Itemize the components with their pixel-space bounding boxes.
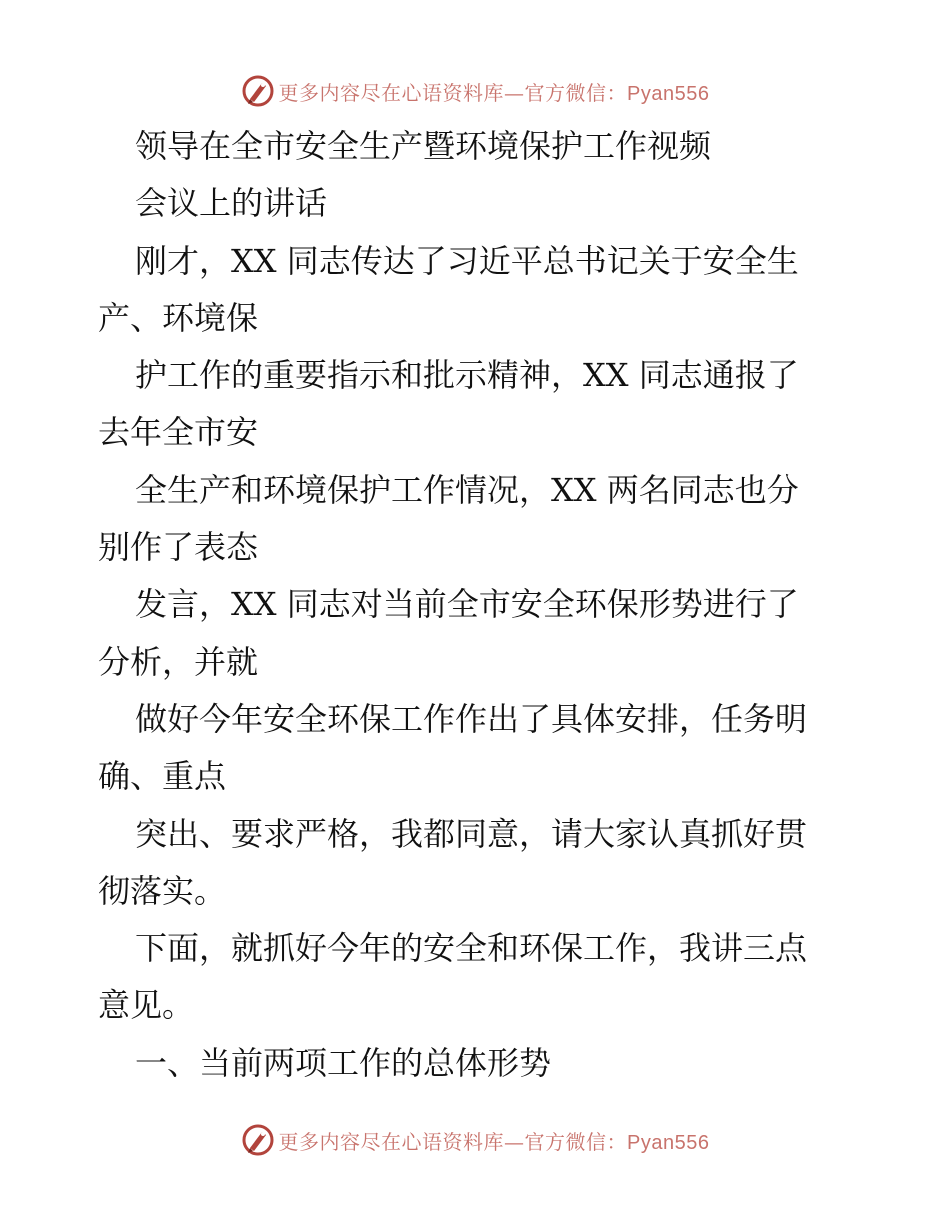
doc-line: 别作了表态 — [98, 528, 259, 567]
doc-line: 发言，XX 同志对当前全市安全环保形势进行了 — [135, 585, 799, 624]
doc-line: 全生产和环境保护工作情况，XX 两名同志也分 — [135, 470, 799, 509]
doc-line: 下面，就抓好今年的安全和环保工作，我讲三点 — [135, 929, 808, 968]
watermark-header — [0, 71, 950, 111]
doc-line: 护工作的重要指示和批示精神，XX 同志通报了 — [135, 356, 799, 395]
doc-line: 彻落实。 — [98, 871, 227, 910]
doc-line: 会议上的讲话 — [135, 184, 328, 223]
watermark-handle: Pyan556 — [627, 82, 710, 105]
pen-logo-icon — [241, 1123, 275, 1157]
doc-line: 突出、要求严格，我都同意，请大家认真抓好贯 — [135, 814, 808, 853]
watermark-footer — [0, 1120, 950, 1160]
pen-logo-icon — [241, 74, 275, 108]
document-body — [98, 118, 858, 1092]
watermark-text: 更多内容尽在心语资料库—官方微信： — [278, 1129, 628, 1154]
doc-line: 分析，并就 — [98, 642, 259, 681]
doc-line: 领导在全市安全生产暨环境保护工作视频 — [135, 127, 712, 165]
doc-line: 产、环境保 — [98, 298, 259, 337]
doc-line: 意见。 — [98, 986, 195, 1025]
doc-line: 一、当前两项工作的总体形势 — [135, 1043, 552, 1082]
doc-line: 去年全市安 — [98, 413, 259, 452]
doc-line: 刚才，XX 同志传达了习近平总书记关于安全生 — [135, 241, 799, 280]
watermark-handle: Pyan556 — [627, 1131, 710, 1154]
doc-line: 做好今年安全环保工作作出了具体安排，任务明 — [135, 699, 808, 738]
doc-line: 确、重点 — [98, 757, 227, 796]
watermark-text: 更多内容尽在心语资料库—官方微信： — [278, 80, 628, 105]
